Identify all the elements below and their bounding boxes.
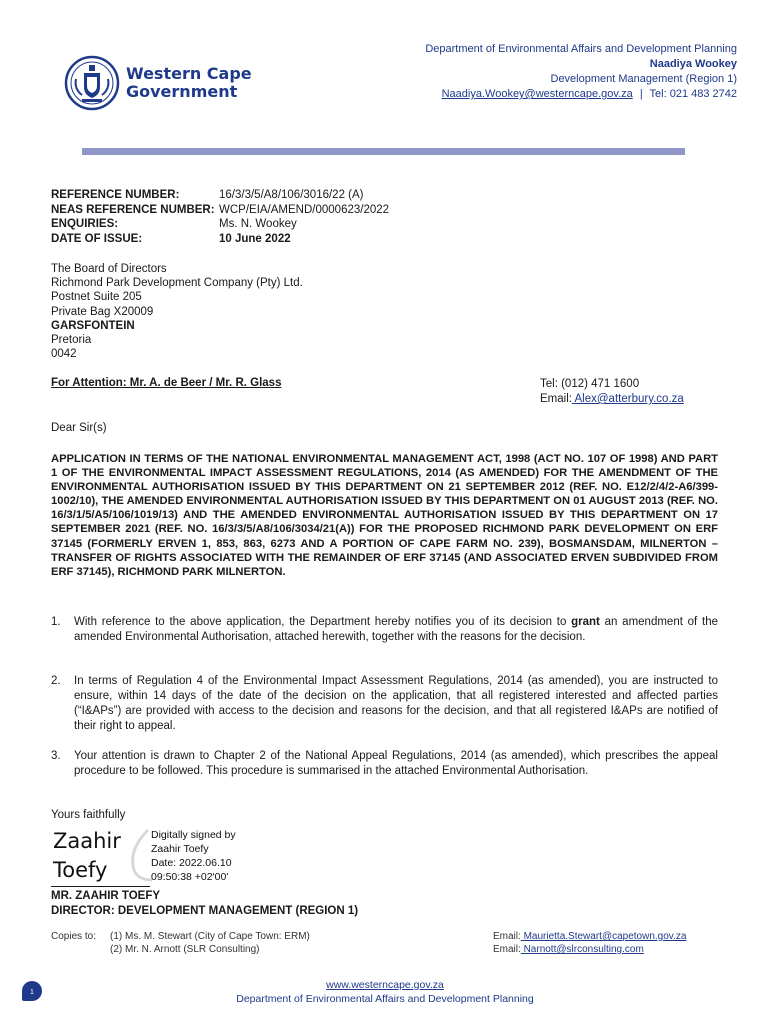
reference-label: NEAS REFERENCE NUMBER:: [51, 203, 215, 216]
reference-row: [51, 188, 389, 203]
reference-value: WCP/EIA/AMEND/0000623/2022: [219, 203, 390, 216]
digital-signature-line: Digitally signed by: [151, 829, 236, 841]
copies-email-label: Email:: [493, 931, 521, 942]
paragraph-item: [51, 749, 718, 779]
coat-of-arms-icon: [64, 55, 120, 111]
attention-email-link[interactable]: Alex@atterbury.co.za: [571, 393, 684, 405]
footer-department: Department of Environmental Affairs and Development Planning: [236, 993, 534, 1005]
letterhead-division: Development Management (Region 1): [550, 73, 737, 85]
paragraph-number: 3.: [51, 750, 61, 762]
letterhead-tel: Tel: 021 483 2742: [649, 88, 737, 100]
copies-recipient: (1) Ms. M. Stewart (City of Cape Town: ERM): [110, 931, 310, 942]
reference-row: [51, 217, 389, 232]
page-number-badge: 1: [22, 981, 42, 1001]
attention-contact: [540, 377, 684, 407]
address-line: Pretoria: [51, 334, 92, 347]
header-divider-bar: [82, 148, 685, 155]
signatory-block: [51, 889, 358, 919]
subject-heading: APPLICATION IN TERMS OF THE NATIONAL ENVIRONMENTAL MANAGEMENT ACT, 1998 (ACT NO. 107 OF 1998) AND PART 1 OF THE ENVIRONMENTAL IMPACT ASSESSMENT REGULATIONS, 2014 (AS AMENDED) FOR THE AMENDMENT OF THE ENVIRONMENTAL AUTHORISATION ISSUED BY THIS DEPARTMENT ON 21 SEPTEMBER 2012 (REF. NO. E12/2/4/2-A6/399-1002/10), THE AMENDED ENVIRONMENTAL AUTHORISATION ISSUED BY THIS DEPARTMENT ON 01 AUGUST 2013 (REF. NO. 16/3/1/5/A5/106/1019/13) AND THE AMENDED ENVIRONMENTAL AUTHORISATION ISSUED BY THIS DEPARTMENT ON 17 SEPTEMBER 2021 (REF. NO. 16/3/3/5/A8/106/3034/21(A)) FOR THE PROPOSED RICHMOND PARK DEVELOPMENT ON ERF 37145 (FORMERLY ERVEN 1, 853, 863, 6273 AND A PORTION OF CAPE FARM NO. 239), BOSMANSDAM, MILNERTON – TRANSFER OF RIGHTS ASSOCIATED WITH THE REMAINDER OF ERF 37145 (AND ASSOCIATED ERVEN SUBDIVIDED FROM ERF 37145), RICHMOND PARK MILNERTON.: [51, 453, 718, 578]
paragraph-number: 1.: [51, 616, 61, 628]
reference-label: DATE OF ISSUE:: [51, 232, 143, 245]
copies-email-label: Email:: [493, 944, 521, 955]
reference-row: [51, 203, 389, 218]
digital-signature-line: Date: 2022.06.10: [151, 857, 232, 869]
footer-website-link[interactable]: www.westerncape.gov.za: [326, 979, 444, 991]
paragraph-text: an amendment of the amended Environmental Authorisation, attached herewith, together with the reasons for the decision.: [74, 616, 718, 643]
address-line: Richmond Park Development Company (Pty) Ltd.: [51, 277, 303, 290]
copies-email-link[interactable]: Narnott@slrconsulting.com: [520, 944, 644, 955]
reference-value: 10 June 2022: [219, 232, 291, 245]
signature-name-line: Zaahir: [53, 829, 121, 853]
address-line: Private Bag X20009: [51, 305, 154, 318]
signature-name: [53, 827, 121, 885]
copies-to-block: [51, 930, 310, 956]
reference-value: Ms. N. Wookey: [219, 218, 297, 230]
address-line: 0042: [51, 348, 77, 361]
digital-signature-details: [151, 828, 236, 884]
attention-email-label: Email:: [540, 393, 572, 405]
reference-label: ENQUIRIES:: [51, 218, 119, 230]
letterhead-separator: |: [639, 88, 643, 100]
signature-line: [51, 886, 150, 887]
digital-signature-line: Zaahir Toefy: [151, 843, 209, 855]
reference-block: [51, 188, 389, 246]
paragraph-emphasis: grant: [571, 616, 600, 628]
paragraph-text: With reference to the above application, the Department hereby notifies you of its decision to: [74, 616, 572, 628]
recipient-address: [51, 262, 303, 361]
footer: [0, 978, 770, 1006]
signature-name-line: Toefy: [53, 858, 108, 882]
attention-line: For Attention: Mr. A. de Beer / Mr. R. Glass: [51, 377, 282, 389]
address-line: Postnet Suite 205: [51, 291, 142, 304]
letterhead-contact-name: Naadiya Wookey: [649, 58, 737, 70]
reference-value: 16/3/3/5/A8/106/3016/22 (A): [219, 189, 364, 201]
letterhead-department: Department of Environmental Affairs and Development Planning: [425, 43, 737, 55]
digital-signature-line: 09:50:38 +02'00': [151, 871, 229, 883]
letterhead-contact: [425, 42, 737, 102]
attention-tel: Tel: (012) 471 1600: [540, 378, 640, 390]
address-line: GARSFONTEIN: [51, 319, 135, 332]
paragraph-item: [51, 674, 718, 734]
paragraph-text: Your attention is drawn to Chapter 2 of the National Appeal Regulations, 2014 (as amended), which prescribes the appeal procedure to be followed. This procedure is summarised in the attached Environmental Authorisation.: [74, 750, 718, 777]
paragraph-text: In terms of Regulation 4 of the Environmental Impact Assessment Regulations, 2014 (as amended), you are instructed to ensure, within 14 days of the date of the decision on the application, that all registered interested and affected parties (“I&APs”) are provided with access to the decision and reasons for the decision, and that all registered I&APs are notified of their right to appeal.: [74, 675, 718, 732]
copies-label: Copies to:: [51, 931, 97, 942]
government-logo: [64, 55, 264, 111]
reference-label: REFERENCE NUMBER:: [51, 189, 180, 201]
address-line: The Board of Directors: [51, 263, 167, 275]
reference-row: [51, 232, 389, 247]
copies-emails: [493, 930, 686, 956]
logo-text-line1: Western Cape: [126, 64, 252, 83]
logo-text-line2: Government: [126, 82, 238, 101]
salutation: Dear Sir(s): [51, 422, 107, 434]
copies-recipient: (2) Mr. N. Arnott (SLR Consulting): [110, 944, 260, 955]
letterhead-email-link[interactable]: Naadiya.Wookey@westerncape.gov.za: [441, 88, 633, 100]
closing: Yours faithfully: [51, 809, 126, 821]
copies-email-link[interactable]: Maurietta.Stewart@capetown.gov.za: [520, 931, 687, 942]
signatory-name: MR. ZAAHIR TOEFY: [51, 890, 161, 902]
signatory-title: DIRECTOR: DEVELOPMENT MANAGEMENT (REGION 1): [51, 905, 359, 917]
paragraph-number: 2.: [51, 675, 61, 687]
paragraph-item: [51, 615, 718, 645]
